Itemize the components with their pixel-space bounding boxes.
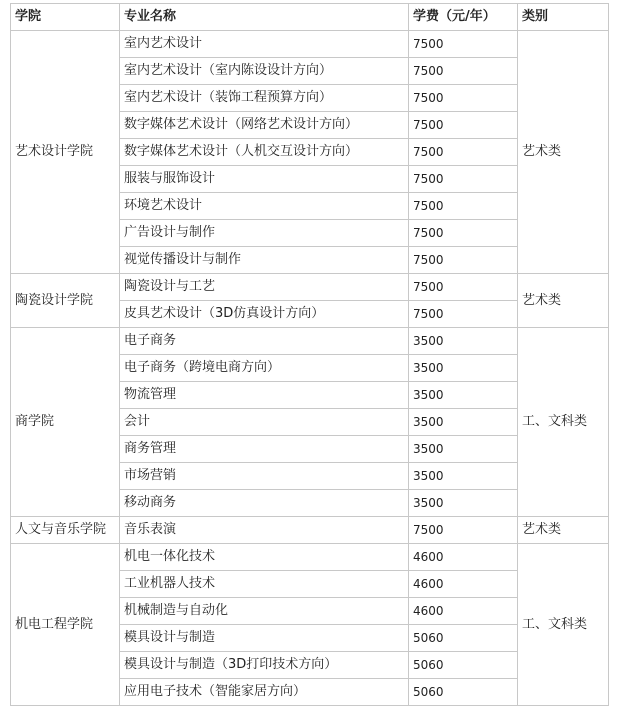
college-cell: 商学院 [11, 328, 120, 517]
tuition-cell: 3500 [409, 463, 518, 490]
major-cell: 电子商务（跨境电商方向） [120, 355, 409, 382]
table-row [11, 544, 609, 571]
tuition-cell: 3500 [409, 382, 518, 409]
major-cell: 应用电子技术（智能家居方向） [120, 679, 409, 706]
table-row [11, 274, 609, 301]
tuition-cell: 4600 [409, 544, 518, 571]
major-cell: 音乐表演 [120, 517, 409, 544]
college-cell: 艺术设计学院 [11, 31, 120, 274]
tuition-cell: 5060 [409, 652, 518, 679]
header-row [11, 4, 609, 31]
header-category: 类别 [518, 4, 609, 31]
major-cell: 机械制造与自动化 [120, 598, 409, 625]
major-cell: 服装与服饰设计 [120, 166, 409, 193]
tuition-cell: 7500 [409, 274, 518, 301]
header-major: 专业名称 [120, 4, 409, 31]
tuition-cell: 4600 [409, 598, 518, 625]
tuition-cell: 4600 [409, 571, 518, 598]
tuition-cell: 7500 [409, 85, 518, 112]
major-cell: 移动商务 [120, 490, 409, 517]
college-cell: 人文与音乐学院 [11, 517, 120, 544]
major-cell: 数字媒体艺术设计（网络艺术设计方向） [120, 112, 409, 139]
header-tuition: 学费（元/年） [409, 4, 518, 31]
tuition-cell: 5060 [409, 625, 518, 652]
college-cell: 机电工程学院 [11, 544, 120, 706]
tuition-cell: 7500 [409, 193, 518, 220]
tuition-cell: 3500 [409, 409, 518, 436]
tuition-cell: 7500 [409, 112, 518, 139]
major-cell: 室内艺术设计（装饰工程预算方向） [120, 85, 409, 112]
major-cell: 环境艺术设计 [120, 193, 409, 220]
major-cell: 室内艺术设计（室内陈设设计方向） [120, 58, 409, 85]
tuition-cell: 3500 [409, 490, 518, 517]
tuition-cell: 3500 [409, 436, 518, 463]
major-cell: 皮具艺术设计（3D仿真设计方向） [120, 301, 409, 328]
tuition-cell: 3500 [409, 355, 518, 382]
category-cell: 艺术类 [518, 517, 609, 544]
category-cell: 工、文科类 [518, 544, 609, 706]
tuition-cell: 7500 [409, 166, 518, 193]
major-cell: 电子商务 [120, 328, 409, 355]
major-cell: 室内艺术设计 [120, 31, 409, 58]
tuition-cell: 7500 [409, 517, 518, 544]
major-cell: 机电一体化技术 [120, 544, 409, 571]
table-row [11, 517, 609, 544]
tuition-table [10, 3, 609, 706]
table-row [11, 328, 609, 355]
major-cell: 商务管理 [120, 436, 409, 463]
tuition-cell: 7500 [409, 301, 518, 328]
major-cell: 市场营销 [120, 463, 409, 490]
major-cell: 广告设计与制作 [120, 220, 409, 247]
table-row [11, 31, 609, 58]
header-college: 学院 [11, 4, 120, 31]
college-cell: 陶瓷设计学院 [11, 274, 120, 328]
major-cell: 视觉传播设计与制作 [120, 247, 409, 274]
major-cell: 工业机器人技术 [120, 571, 409, 598]
major-cell: 数字媒体艺术设计（人机交互设计方向） [120, 139, 409, 166]
category-cell: 艺术类 [518, 274, 609, 328]
major-cell: 物流管理 [120, 382, 409, 409]
category-cell: 艺术类 [518, 31, 609, 274]
tuition-cell: 7500 [409, 31, 518, 58]
major-cell: 陶瓷设计与工艺 [120, 274, 409, 301]
category-cell: 工、文科类 [518, 328, 609, 517]
tuition-cell: 3500 [409, 328, 518, 355]
tuition-cell: 7500 [409, 220, 518, 247]
major-cell: 会计 [120, 409, 409, 436]
major-cell: 模具设计与制造（3D打印技术方向） [120, 652, 409, 679]
tuition-cell: 7500 [409, 58, 518, 85]
tuition-cell: 7500 [409, 247, 518, 274]
tuition-cell: 5060 [409, 679, 518, 706]
tuition-cell: 7500 [409, 139, 518, 166]
major-cell: 模具设计与制造 [120, 625, 409, 652]
table-body [11, 31, 609, 706]
